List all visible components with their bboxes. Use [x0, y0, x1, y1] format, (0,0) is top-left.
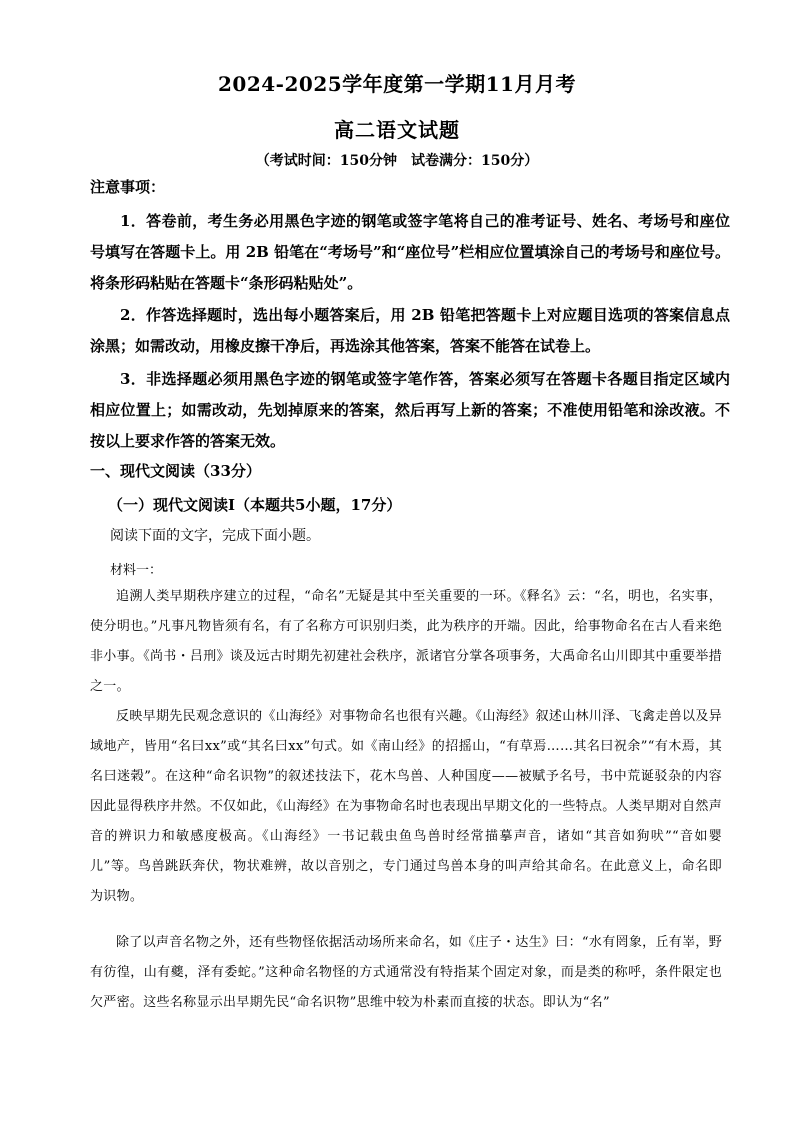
exam-info: （考试时间：150分钟 试卷满分：150分） — [255, 153, 539, 169]
paragraph-1: 追溯人类早期秩序建立的过程，“命名”无疑是其中至关重要的一环。《释名》云：“名，明也，名实事，使分明也。”凡事凡物皆须有名，有了名称方可识别归类，此为秩序的开端。因此，给事物命名在古人看来绝非小事。《尚书・吕刑》谈及远古时期先初建社会秩序，派诸官分掌各项事务，大禹命名山川即其中重要举措之一。 — [90, 589, 722, 694]
paragraph-2: 反映早期先民观念意识的《山海经》对事物命名也很有兴趣。《山海经》叙述山林川泽、飞禽走兽以及异域地产，皆用“名曰xx”或“其名曰xx”句式。如《南山经》的招摇山，“有草焉……其名曰祝余”“有木焉，其名曰迷榖”。在这种“命名识物”的叙述技法下，花木鸟兽、人种国度——被赋予名号，书中荒诞驳杂的内容因此显得秩序井然。不仅如此，《山海经》在为事物命名时也表现出早期文化的一些特点。人类早期对自然声音的辨识力和敏感度极高。《山海经》一书记载虫鱼鸟兽时经常描摹声音，诸如“其音如狗吠”“音如婴儿”等。鸟兽跳跃奔伏，物状难辨，故以音别之，专门通过鸟兽本身的叫声给其命名。在此意义上，命名即为识物。 — [90, 709, 722, 904]
paragraph-3: 除了以声音名物之外，还有些物怪依据活动场所来命名，如《庄子・达生》曰：“水有罔象，丘有峷，野有彷徨，山有夔，泽有委蛇。”这种命名物怪的方式通常没有特指某个固定对象，而是类的称呼，条件限定也欠严密。这些名称显示出早期先民“命名识物”思维中较为朴素而直接的状态。即认为“名” — [90, 935, 722, 1010]
notice-item-2: 2．作答选择题时，选出每小题答案后，用 2B 铅笔把答题卡上对应题目选项的答案信息点涂黑；如需改动，用橡皮擦干净后，再选涂其他答案，答案不能答在试卷上。 — [90, 306, 730, 355]
material-label: 材料一： — [110, 563, 163, 578]
reading-instruction: 阅读下面的文字，完成下面小题。 — [110, 528, 320, 544]
section-subheading: （一）现代文阅读Ⅰ（本题共5小题，17分） — [108, 496, 402, 514]
exam-title: 2024-2025学年度第一学期11月月考 — [218, 72, 576, 96]
section-heading: 一、现代文阅读（33分） — [90, 462, 261, 480]
notice-item-3: 3．非选择题必须用黑色字迹的钢笔或签字笔作答，答案必须写在答题卡各题目指定区域内相应位置上；如需改动，先划掉原来的答案，然后再写上新的答案；不准使用铅笔和涂改液。不按以上要求作答的答案无效。 — [90, 370, 730, 450]
notice-item-1: 1．答卷前，考生务必用黑色字迹的钢笔或签字笔将自己的准考证号、姓名、考场号和座位号填写在答题卡上。用 2B 铅笔在“考场号”和“座位号”栏相应位置填涂自己的考场号和座位号。将条形码粘贴在答题卡“条形码粘贴处”。 — [90, 212, 730, 292]
exam-subject-title: 高二语文试题 — [334, 118, 460, 142]
notice-title: 注意事项： — [90, 178, 166, 196]
